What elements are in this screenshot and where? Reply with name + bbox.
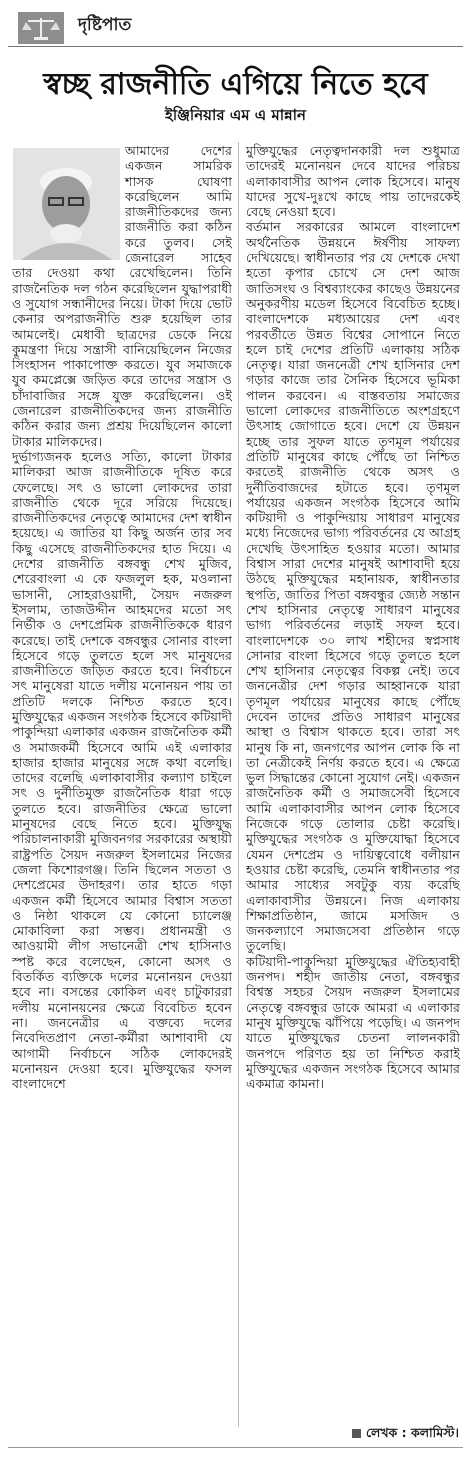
byline: ইঞ্জিনিয়ার এম এ মান্নান [165, 106, 306, 124]
article-column-2 [246, 143, 460, 1091]
balance-scale-icon [18, 12, 64, 44]
article-column-1 [12, 143, 232, 1091]
paragraph: কটিয়াদী-পাকুন্দিয়া মুক্তিযুদ্ধের ঐতিহ্যবাহী জনপদ। শহীদ জাতীয় নেতা, বঙ্গবন্ধুর বিশ্বস্ত সহচর সৈয়দ নজরুল ইসলামের নেতৃত্বে বঙ্গবন্ধুর ডাকে আমরা এ এলাকার মানুষ মুক্তিযুদ্ধে ঝাঁপিয়ে পড়েছি। এ জনপদ যাতে মুক্তিযুদ্ধের চেতনা লালনকারী জনপদে পরিণত হয় তা নিশ্চিত করাই মুক্তিযুদ্ধের একজন সংগঠক হিসেবে আমার একমাত্র কামনা। [246, 953, 460, 1092]
paragraph: আমাদের দেশের একজন সামরিক শাসক ঘোষণা করেছিলেন আমি রাজনীতিকদের জন্য রাজনীতি করা কঠিন করে তুলব। সেই জেনারেল সাহেব তার দেওয়া কথা রেখেছিলেন। তিনি রাজনৈতিক দল গঠন করেছিলেন যুদ্ধাপরাধী ও সুযোগ সন্ধানীদের নিয়ে। টাকা দিয়ে ভোট কেনার অপরাজনীতি শুরু হয়েছিল তার আমলেই। মেধাবী ছাত্রদের ডেকে নিয়ে কুমন্ত্রণা দিয়ে সন্ত্রাসী বানিয়েছিলেন নিজের সিংহাসন পাকাপোক্ত করতে। যুব সমাজকে যুব কমপ্লেক্সে জড়িত করে তাদের সন্ত্রাস ও চাঁদাবাজির সঙ্গে যুক্ত করেছিলেন। ওই জেনারেল রাজনীতিকদের জন্য রাজনীতি কঠিন করার জন্য প্রশ্রয় দিয়েছিলেন কালো টাকার মালিকদের। [12, 143, 232, 449]
paragraph: মুক্তিযুদ্ধের নেতৃত্বদানকারী দল শুধুমাত্র তাদেরই মনোনয়ন দেবে যাদের পরিচয় এলাকাবাসীর আপন লোক হিসেবে। মানুষ যাদের সুখে-দুঃখে কাছে পায় তাদেরকেই বেছে নেওয়া হবে। [246, 143, 460, 220]
square-bullet-icon [352, 1429, 361, 1438]
paragraph: দুর্ভাগ্যজনক হলেও সত্যি, কালো টাকার মালিকরা আজ রাজনীতিকে দূষিত করে ফেলেছে। সৎ ও ভালো লোকদের তারা রাজনীতি থেকে দূরে সরিয়ে দিয়েছে। রাজনীতিকদের নেতৃত্বে আমাদের দেশ স্বাধীন হয়েছে। এ জাতির যা কিছু অর্জন তার সব কিছু এসেছে রাজনীতিকদের হাত দিয়ে। এ দেশের রাজনীতি বঙ্গবন্ধু শেখ মুজিব, শেরেবাংলা এ কে ফজলুল হক, মওলানা ভাসানী, সোহরাওয়ার্দী, সৈয়দ নজরুল ইসলাম, তাজউদ্দীন আহমদের মতো সৎ নির্ভীক ও দেশপ্রেমিক রাজনীতিককে ধারণ করেছে। তাই দেশকে বঙ্গবন্ধুর সোনার বাংলা হিসেবে গড়ে তুলতে হলে সৎ মানুষদের রাজনীতিতে জড়িত করতে হবে। নির্বাচনে সৎ মানুষেরা যাতে দলীয় মনোনয়ন পায় তা প্রতিটি দলকে নিশ্চিত করতে হবে। মুক্তিযুদ্ধের একজন সংগঠক হিসেবে কটিয়াদী পাকুন্দিয়া এলাকার একজন রাজনৈতিক কর্মী ও সমাজকর্মী হিসেবে আমি এই এলাকার হাজার হাজার মানুষের সঙ্গে কথা বলেছি। তাদের বলেছি এলাকাবাসীর কল্যাণ চাইলে সৎ ও দুর্নীতিমুক্ত রাজনৈতিক ধারা গড়ে তুলতে হবে। রাজনীতির ক্ষেত্রে ভালো মানুষদের বেছে নিতে হবে। মুক্তিযুদ্ধ পরিচালনাকারী মুজিবনগর সরকারের অস্থায়ী রাষ্ট্রপতি সৈয়দ নজরুল ইসলামের নিজের জেলা কিশোরগঞ্জ। তিনি ছিলেন সততা ও দেশপ্রেমের উদাহরণ। তার হাতে গড়া একজন কর্মী হিসেবে আমার বিশ্বাস সততা ও নিষ্ঠা থাকলে যে কোনো চ্যালেঞ্জ মোকাবিলা করা সম্ভব। প্রধানমন্ত্রী ও আওয়ামী লীগ সভানেত্রী শেখ হাসিনাও স্পষ্ট করে বলেছেন, কোনো অসৎ ও বিতর্কিত ব্যক্তিকে দলের মনোনয়ন দেওয়া হবে না। বসন্তের কোকিল এবং চাটুকাররা দলীয় মনোনয়নের ক্ষেত্রে বিবেচিত হবেন না। জননেত্রীর এ বক্তব্যে দলের নিবেদিতপ্রাণ নেতা-কর্মীরা আশাবাদী যে আগামী নির্বাচনে সঠিক লোকদেরই মনোনয়ন দেওয়া হবে। মুক্তিযুদ্ধের ফসল বাংলাদেশে [12, 448, 232, 1092]
column-divider [238, 142, 239, 1427]
bottom-rule [8, 1447, 463, 1448]
author-signoff [352, 1425, 459, 1445]
section-header [8, 8, 463, 47]
paragraph: বর্তমান সরকারের আমলে বাংলাদেশ অর্থনৈতিক উন্নয়নে ঈর্ষণীয় সাফল্য দেখিয়েছে। স্বাধীনতার পর যে দেশকে দেখা হতো কৃপার চোখে সে দেশ আজ জাতিসংঘ ও বিশ্বব্যাংকের কাছেও উন্নয়নের অনুকরণীয় মডেল হিসেবে বিবেচিত হচ্ছে। বাংলাদেশকে মধ্যআয়ের দেশ এবং পরবর্তীতে উন্নত বিশ্বের সোপানে নিতে হলে চাই দেশের প্রতিটি এলাকায় সঠিক নেতৃত্ব। যারা জননেত্রী শেখ হাসিনার দেশ গড়ার কাজে তার সৈনিক হিসেবে ভূমিকা পালন করবেন। এ বাস্তবতায় সমাজের ভালো লোকদের রাজনীতিতে অংশগ্রহণে উৎসাহ জোগাতে হবে। দেশে যে উন্নয়ন হচ্ছে তার সুফল যাতে তৃণমূল পর্যায়ের প্রতিটি মানুষের কাছে পৌঁছে তা নিশ্চিত করতেই রাজনীতি থেকে অসৎ ও দুর্নীতিবাজদের হটাতে হবে। তৃণমূল পর্যায়ের একজন সংগঠক হিসেবে আমি কটিয়াদী ও পাকুন্দিয়ায় সাধারণ মানুষের মধ্যে নিজেদের ভাগ্য পরিবর্তনের যে আগ্রহ দেখেছি উৎসাহিত হওয়ার মতো। আমার বিশ্বাস সারা দেশের মানুষই আশাবাদী হয়ে উঠছে মুক্তিযুদ্ধের মহানায়ক, স্বাধীনতার স্থপতি, জাতির পিতা বঙ্গবন্ধুর জ্যেষ্ঠ সন্তান শেখ হাসিনার নেতৃত্বে সাধারণ মানুষের ভাগ্য পরিবর্তনের লড়াই সফল হবে। বাংলাদেশকে ৩০ লাখ শহীদের স্বপ্নসাধ সোনার বাংলা হিসেবে গড়ে তুলতে হলে শেখ হাসিনার নেতৃত্বের বিকল্প নেই। তবে জননেত্রীর দেশ গড়ার আহ্বানকে যারা তৃণমূল পর্যায়ের মানুষের কাছে পৌঁছে দেবেন তাদের প্রতিও সাধারণ মানুষের আস্থা ও বিশ্বাস থাকতে হবে। তারা সৎ মানুষ কি না, জনগণের আপন লোক কি না তা নেত্রীকেই নির্ণয় করতে হবে। এ ক্ষেত্রে ভুল সিদ্ধান্তের কোনো সুযোগ নেই। একজন রাজনৈতিক কর্মী ও সমাজসেবী হিসেবে আমি এলাকাবাসীর আপন লোক হিসেবে নিজেকে গড়ে তোলার চেষ্টা করেছি। মুক্তিযুদ্ধের সংগঠক ও মুক্তিযোদ্ধা হিসেবে যেমন দেশপ্রেম ও দায়িত্ববোধে বলীয়ান হওয়ার চেষ্টা করেছি, তেমনি স্বাধীনতার পর আমার সাধ্যের সবটুকু ব্যয় করেছি এলাকাবাসীর উন্নয়নে। নিজ এলাকায় শিক্ষাপ্রতিষ্ঠান, জামে মসজিদ ও জনকল্যাণে সমাজসেবা প্রতিষ্ঠান গড়ে তুলেছি। [246, 219, 460, 954]
section-kicker: দৃষ্টিপাত [78, 15, 132, 35]
signoff-text: লেখক : কলামিস্ট। [365, 1425, 459, 1440]
headline: স্বচ্ছ রাজনীতি এগিয়ে নিতে হবে [43, 67, 428, 102]
